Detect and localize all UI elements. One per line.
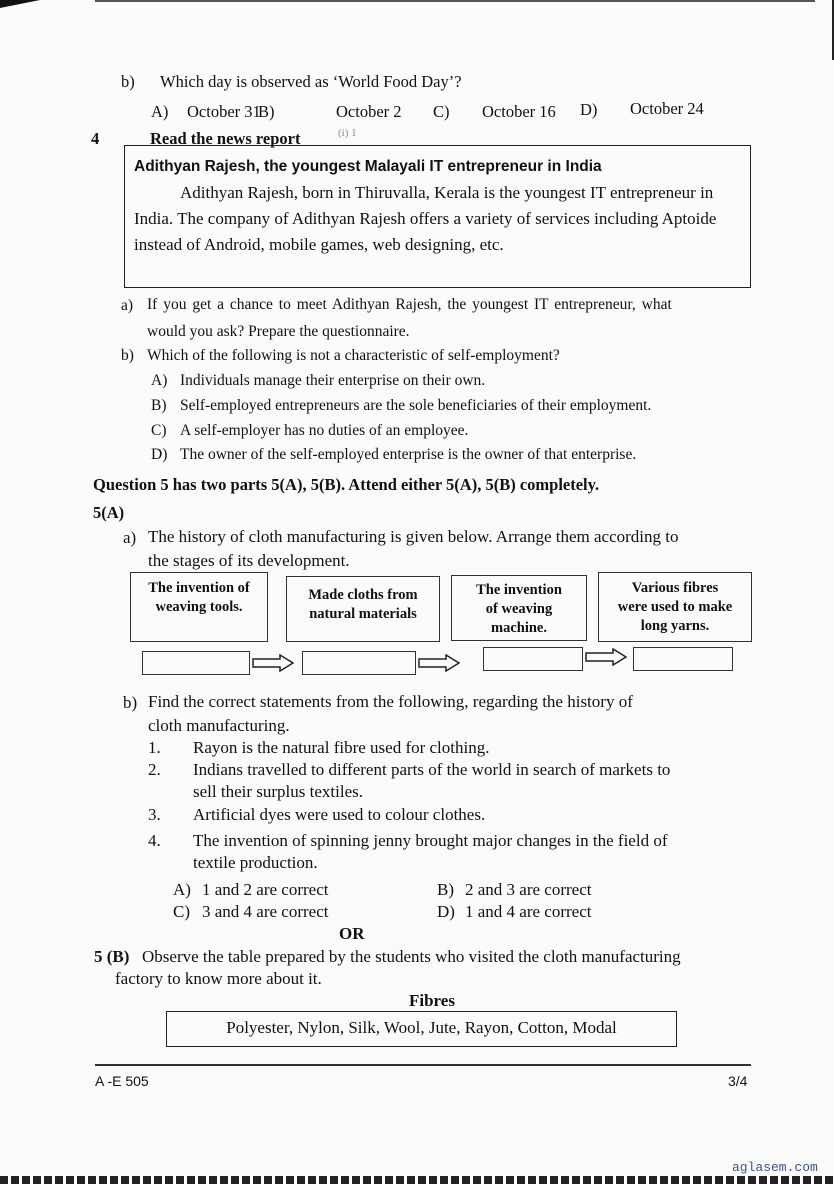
scan-corner-shadow <box>0 0 40 8</box>
option-label: C) <box>173 902 190 921</box>
option-label: C) <box>433 102 450 121</box>
option-label: A) <box>151 372 168 389</box>
footer-divider <box>95 1064 751 1066</box>
statement-number: 1. <box>148 738 161 757</box>
option-text: 1 and 4 are correct <box>465 902 592 921</box>
paper-code: A -E 505 <box>95 1073 149 1089</box>
mark-annotation: (i) 1 <box>338 127 357 139</box>
option-text: 3 and 4 are correct <box>202 902 329 921</box>
option-label: B) <box>437 880 454 899</box>
section-instruction: Read the news report <box>150 129 301 148</box>
arrow-right-icon <box>418 654 460 672</box>
answer-blank[interactable] <box>302 651 416 675</box>
news-title: Adithyan Rajesh, the youngest Malayali IT entrepreneur in India <box>134 158 602 175</box>
stage-text: The invention <box>476 582 562 598</box>
option-label: B) <box>151 397 167 414</box>
answer-blank[interactable] <box>142 651 250 675</box>
news-report-box <box>124 145 751 288</box>
question-label: b) <box>123 693 138 712</box>
question-text: The history of cloth manufacturing is given below. Arrange them according to <box>148 527 679 546</box>
arrow-right-icon <box>585 648 627 666</box>
question-text: Which of the following is not a characteristic of self-employment? <box>147 347 560 364</box>
section-instruction: Question 5 has two parts 5(A), 5(B). Attend either 5(A), 5(B) completely. <box>93 475 600 494</box>
statement-number: 3. <box>148 805 161 824</box>
statement-text: sell their surplus textiles. <box>193 782 363 801</box>
stage-text: of weaving <box>485 601 553 617</box>
option-label: C) <box>151 422 167 439</box>
stage-text: Various fibres <box>631 580 719 596</box>
question-text: would you ask? Prepare the questionnaire. <box>147 323 410 340</box>
question-label: a) <box>123 528 137 547</box>
statement-text: Indians travelled to different parts of the world in search of markets to <box>193 760 671 779</box>
stage-text: weaving tools. <box>155 599 243 615</box>
table-title: Fibres <box>409 991 455 1010</box>
option-label: A) <box>173 880 191 899</box>
stage-box <box>286 576 440 642</box>
stage-text: were used to make <box>617 599 733 615</box>
page-number: 3/4 <box>728 1073 748 1089</box>
part-label: 5(A) <box>93 503 125 522</box>
question-text: factory to know more about it. <box>115 969 322 988</box>
question-label: b) <box>121 347 134 364</box>
option-text: Individuals manage their enterprise on their own. <box>180 372 486 389</box>
fibres-list: Polyester, Nylon, Silk, Wool, Jute, Rayon, Cotton, Modal <box>226 1018 617 1037</box>
stage-text: machine. <box>491 620 547 636</box>
stage-box <box>598 572 752 642</box>
option-text: The owner of the self-employed enterprise is the owner of that enterprise. <box>180 446 637 463</box>
question-text: Observe the table prepared by the students who visited the cloth manufacturing <box>142 947 681 966</box>
top-border-line <box>95 0 815 2</box>
option-text: October 24 <box>630 99 704 118</box>
news-body-text: Adithyan Rajesh, born in Thiruvalla, Kerala is the youngest IT entrepreneur in India. The company of Adithyan Rajesh offers a variety of services including Aptoide instead of Android, mobile games, web designing, etc. <box>134 183 717 254</box>
option-text: 1 and 2 are correct <box>202 880 329 899</box>
stage-text: The invention of <box>148 580 250 596</box>
option-text: October 16 <box>482 102 556 121</box>
option-text: October 2 <box>336 102 402 121</box>
option-text: Self-employed entrepreneurs are the sole beneficiaries of their employment. <box>180 397 652 414</box>
news-body <box>134 180 740 258</box>
statement-text: Rayon is the natural fibre used for clothing. <box>193 738 490 757</box>
option-label: B) <box>258 102 275 121</box>
part-label: 5 (B) <box>94 947 130 966</box>
statement-number: 4. <box>148 831 161 850</box>
question-label: b) <box>121 72 135 91</box>
scan-border-pattern <box>0 1176 834 1184</box>
option-text: A self-employer has no duties of an employee. <box>180 422 469 439</box>
watermark: aglasem.com <box>732 1160 818 1175</box>
question-text: Find the correct statements from the following, regarding the history of <box>148 692 633 711</box>
answer-blank[interactable] <box>633 647 733 671</box>
stage-text: long yarns. <box>640 618 710 634</box>
statement-text: The invention of spinning jenny brought major changes in the field of <box>193 831 668 850</box>
stage-text: natural materials <box>309 606 417 622</box>
option-text: 2 and 3 are correct <box>465 880 592 899</box>
stage-text: Made cloths from <box>308 587 418 603</box>
question-text: If you get a chance to meet Adithyan Rajesh, the youngest IT entrepreneur, what <box>147 296 672 313</box>
stage-box <box>130 572 268 642</box>
statement-text: Artificial dyes were used to colour clothes. <box>193 805 486 824</box>
question-number: 4 <box>91 129 100 148</box>
statement-text: textile production. <box>193 853 318 872</box>
option-text: October 31 <box>187 102 261 121</box>
question-text: Which day is observed as ‘World Food Day’? <box>160 72 462 91</box>
question-text: the stages of its development. <box>148 551 350 570</box>
arrow-right-icon <box>252 654 294 672</box>
question-text: cloth manufacturing. <box>148 716 290 735</box>
or-separator: OR <box>339 924 365 943</box>
option-label: D) <box>437 902 455 921</box>
answer-blank[interactable] <box>483 647 583 671</box>
option-label: D) <box>151 446 168 463</box>
fibres-table <box>166 1011 677 1047</box>
stage-box <box>451 575 587 641</box>
option-label: A) <box>151 102 169 121</box>
option-label: D) <box>580 100 598 119</box>
statement-number: 2. <box>148 760 161 779</box>
question-label: a) <box>121 297 134 314</box>
